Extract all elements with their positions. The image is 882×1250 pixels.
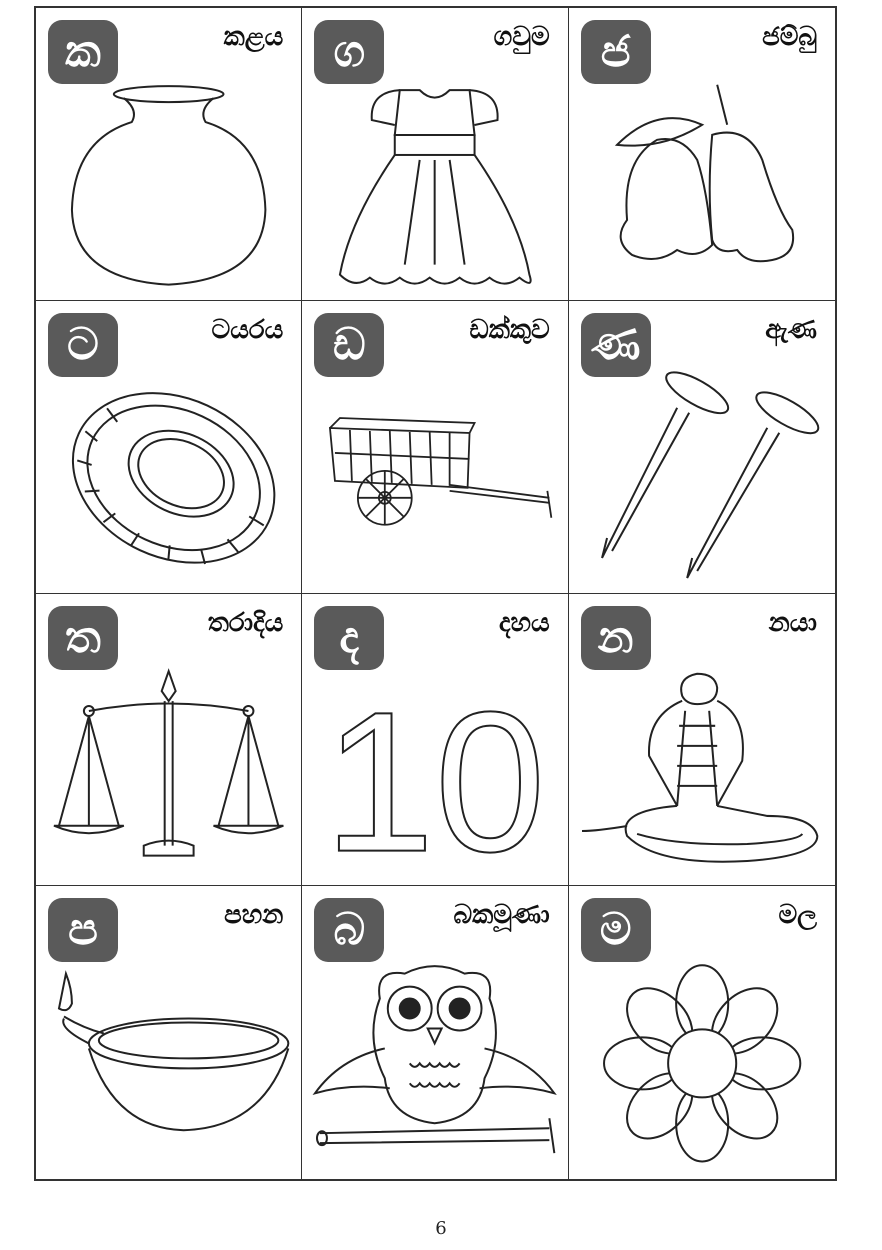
flashcard-sheet	[34, 6, 837, 1181]
clay-pot-icon	[44, 78, 293, 292]
card-word: තරාදිය	[207, 607, 284, 638]
letter-badge: න	[581, 606, 651, 670]
card-na	[569, 594, 835, 887]
letter-badge: ද	[314, 606, 384, 670]
letter-badge: බ	[314, 898, 384, 962]
scales-icon	[44, 664, 293, 878]
card-word: පහන	[224, 900, 284, 931]
number-ten-text: 10	[324, 670, 546, 878]
owl-icon	[310, 956, 559, 1171]
letter-badge: ත	[48, 606, 118, 670]
card-word: කළය	[223, 22, 284, 52]
cobra-icon	[577, 664, 827, 878]
card-word: බකමූණා	[453, 900, 550, 931]
letter-badge: ට	[48, 313, 118, 377]
letter-badge: ක	[48, 20, 118, 84]
card-ka	[36, 8, 302, 301]
card-dda	[302, 301, 568, 594]
card-ga	[302, 8, 568, 301]
card-ba	[302, 886, 568, 1179]
card-word: ඇණ	[765, 314, 817, 345]
card-grid	[36, 8, 835, 1179]
dress-icon	[310, 78, 559, 292]
card-word: ගවුම	[493, 22, 550, 52]
card-ma	[569, 886, 835, 1179]
letter-badge: ග	[314, 20, 384, 84]
card-nna	[569, 301, 835, 594]
rose-apple-icon	[577, 78, 827, 292]
number-ten-icon	[310, 664, 559, 878]
oil-lamp-icon	[44, 956, 293, 1171]
letter-badge: ජ	[581, 20, 651, 84]
letter-badge: ප	[48, 898, 118, 962]
card-tha	[36, 594, 302, 887]
card-word: මල	[778, 900, 817, 931]
card-word: නයා	[768, 607, 817, 638]
nails-icon	[577, 371, 827, 585]
card-pa	[36, 886, 302, 1179]
card-word: ජම්බු	[762, 22, 817, 52]
flower-icon	[577, 956, 827, 1171]
letter-badge: ම	[581, 898, 651, 962]
card-da	[302, 594, 568, 887]
letter-badge: ඩ	[314, 313, 384, 377]
card-ta	[36, 301, 302, 594]
tyre-icon	[44, 371, 293, 585]
cart-icon	[310, 371, 559, 585]
card-word: ඩක්කුව	[469, 314, 550, 345]
card-ja	[569, 8, 835, 301]
card-word: ටයරය	[211, 314, 284, 345]
page-number: 6	[435, 1218, 447, 1239]
letter-badge: ණ	[581, 313, 651, 377]
card-word: දහය	[498, 607, 550, 638]
